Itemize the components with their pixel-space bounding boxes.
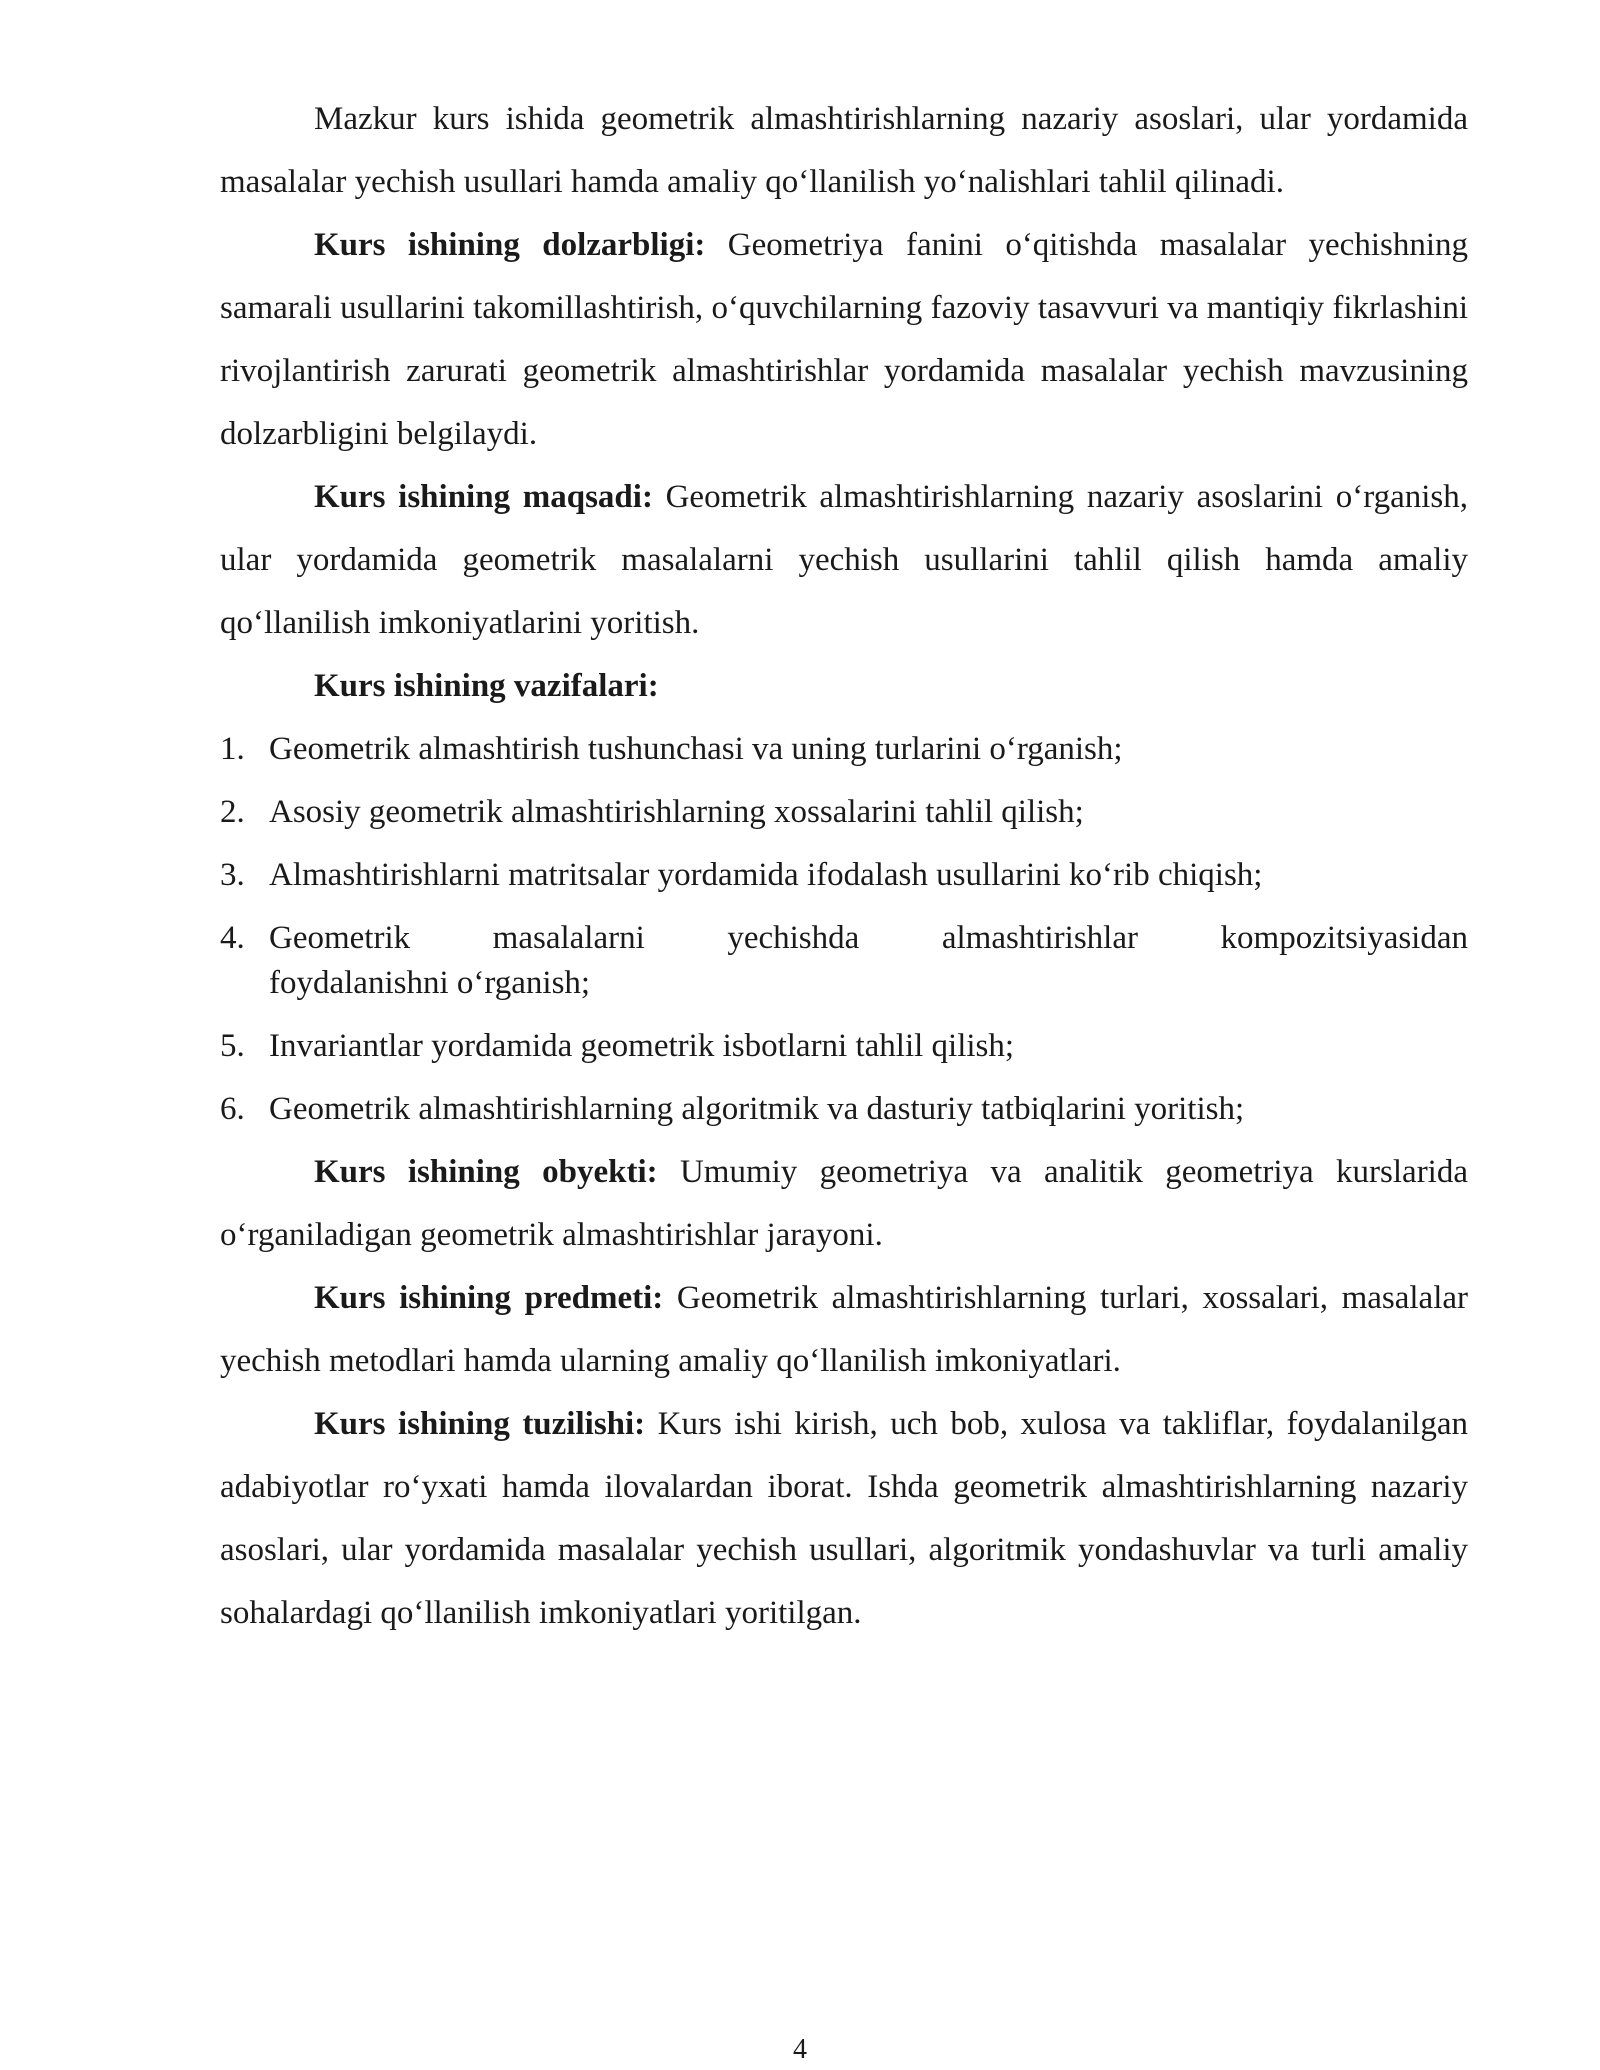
object-label: Kurs ishining obyekti:: [314, 1154, 658, 1190]
list-item-number: 3.: [220, 857, 245, 893]
list-item-text: Invariantlar yordamida geometrik isbotlarni tahlil qilish;: [269, 1028, 1015, 1064]
relevance-text: Geometriya fanini oʻqitishda masalalar yechishning samarali usullarini takomillashtirish, oʻquvchilarning fazoviy tasavvuri va mantiqiy fikrlashini rivojlantirish zarurati geometrik almashtirishlar yordamida masalalar yechish mavzusining dolzarbligini belgilaydi.: [220, 227, 1468, 452]
list-item-number: 6.: [220, 1091, 245, 1127]
relevance-paragraph: [220, 214, 1468, 466]
goal-label: Kurs ishining maqsadi:: [314, 479, 653, 515]
object-text: Umumiy geometriya va analitik geometriya kurslarida oʻrganiladigan geometrik almashtirishlar jarayoni.: [220, 1154, 1468, 1253]
list-item-number: 2.: [220, 794, 245, 830]
list-item-number: 4.: [220, 920, 245, 956]
intro-paragraph: [220, 88, 1468, 214]
list-item-text: Geometrik almashtirishlarning algoritmik va dasturiy tatbiqlarini yoritish;: [269, 1091, 1245, 1127]
subject-text: Geometrik almashtirishlarning turlari, xossalari, masalalar yechish metodlari hamda ularning amaliy qoʻllanilish imkoniyatlari.: [220, 1280, 1469, 1379]
intro-text: Mazkur kurs ishida geometrik almashtirishlarning nazariy asoslari, ular yordamida masalalar yechish usullari hamda amaliy qoʻllanilish yoʻnalishlari tahlil qilinadi.: [220, 101, 1468, 200]
tasks-heading: [220, 655, 1468, 718]
object-paragraph: [220, 1141, 1468, 1267]
list-item-number: 1.: [220, 731, 245, 767]
subject-label: Kurs ishining predmeti:: [314, 1280, 664, 1316]
list-item: [220, 718, 1468, 781]
structure-label: Kurs ishining tuzilishi:: [314, 1406, 646, 1442]
list-item: [220, 781, 1468, 844]
list-item-text-line2: foydalanishni oʻrganish;: [269, 965, 591, 1001]
structure-text: Kurs ishi kirish, uch bob, xulosa va takliflar, foydalanilgan adabiyotlar roʻyxati hamda ilovalardan iborat. Ishda geometrik almashtirishlarning nazariy asoslari, ular yordamida masalalar yechish usullari, algoritmik yondashuvlar va turli amaliy sohalardagi qoʻllanilish imkoniyatlari yoritilgan.: [220, 1406, 1468, 1631]
list-item-text: Asosiy geometrik almashtirishlarning xossalarini tahlil qilish;: [269, 794, 1084, 830]
structure-paragraph: [220, 1393, 1468, 1645]
list-item-number: 5.: [220, 1028, 245, 1064]
goal-text: Geometrik almashtirishlarning nazariy asoslarini oʻrganish, ular yordamida geometrik masalalarni yechish usullarini tahlil qilish hamda amaliy qoʻllanilish imkoniyatlarini yoritish.: [220, 479, 1468, 641]
page-number: 4: [793, 2034, 807, 2065]
goal-paragraph: [220, 466, 1468, 655]
list-item: [220, 1078, 1468, 1141]
relevance-label: Kurs ishining dolzarbligi:: [314, 227, 706, 263]
list-item-text-line1: Geometrik masalalarni yechishda almashtirishlar kompozitsiyasidan: [269, 920, 1468, 956]
list-item-text: Geometrik almashtirish tushunchasi va uning turlarini oʻrganish;: [269, 731, 1123, 767]
tasks-list: [220, 718, 1468, 1141]
subject-paragraph: [220, 1267, 1468, 1393]
tasks-label: Kurs ishining vazifalari:: [314, 668, 659, 704]
list-item: [220, 1015, 1468, 1078]
list-item: [220, 907, 1468, 1015]
list-item: [220, 844, 1468, 907]
list-item-text: Almashtirishlarni matritsalar yordamida ifodalash usullarini koʻrib chiqish;: [269, 857, 1263, 893]
document-page: [220, 88, 1468, 1645]
